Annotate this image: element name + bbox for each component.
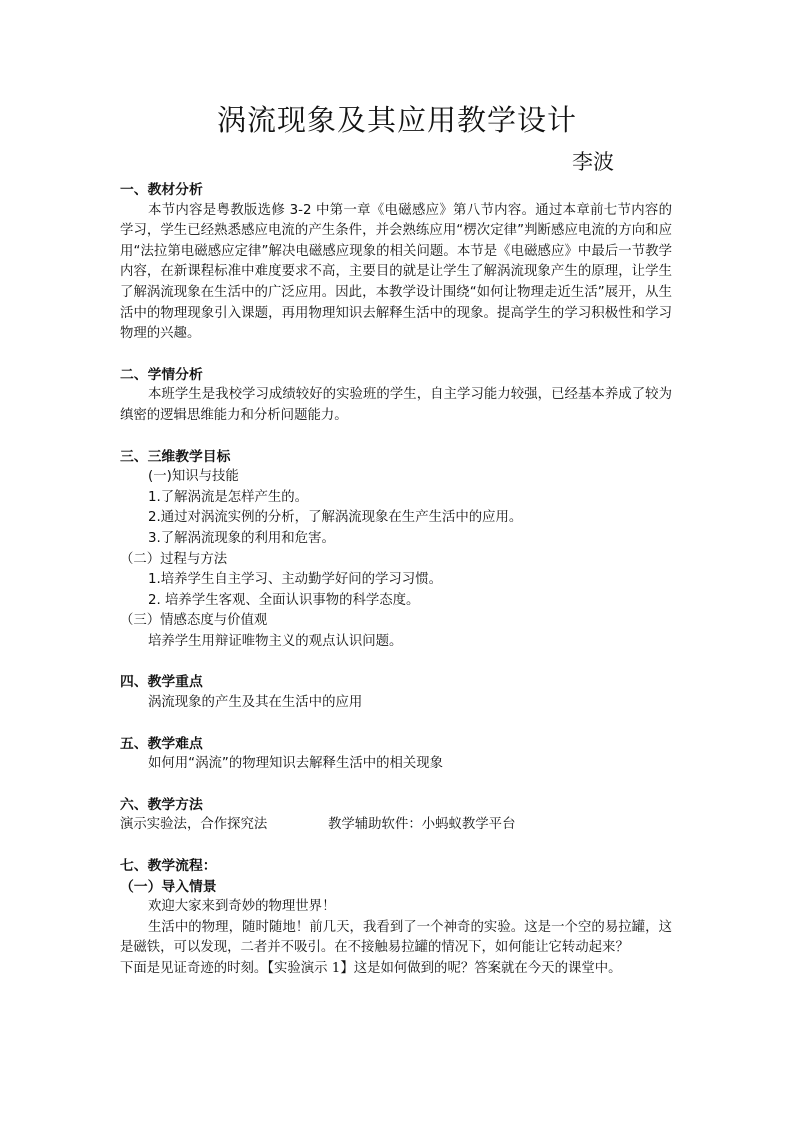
paragraph: 欢迎大家来到奇妙的物理世界！ [148,899,336,915]
method-text: 演示实验法，合作探究法 [120,817,268,833]
section-heading: 四、教学重点 [120,674,203,691]
list-item: 2.通过对涡流实例的分析，了解涡流现象在生产生活中的应用。 [148,510,523,526]
section-heading: 二、学情分析 [120,366,203,383]
paragraph-text: 下面是见证奇迹的时刻。 [120,961,268,976]
section-heading: 六、教学方法 [120,796,203,813]
paragraph [120,959,672,980]
list-item: 2. 培养学生客观、全面认识事物的科学态度。 [148,592,420,608]
list-item: 1.了解涡流是怎样产生的。 [148,489,309,505]
author-name: 李波 [572,150,614,174]
subheading: （三）情感态度与价值观 [120,613,268,629]
subheading: (一)知识与技能 [148,469,239,485]
list-item: 3.了解涡流现象的利用和危害。 [148,530,335,546]
paragraph: 本节内容是粤教版选修 3-2 中第一章《电磁感应》第八节内容。通过本章前七节内容的学习，学生已经熟悉感应电流的产生条件，并会熟练应用“楞次定律”判断感应电流的方向和应用“法拉第电磁感应定律”解决电磁感应现象的相关问题。本节是《电磁感应》中最后一节教学内容，在新课程标准中难度要求不高，主要目的就是让学生了解涡流现象产生的原理，让学生了解涡流现象在生活中的广泛应用。因此，本教学设计围绕“如何让物理走近生活”展开，从生活中的物理现象引入课题，再用物理知识去解释生活中的现象。提高学生的学习积极性和学习物理的兴趣。 [120,202,672,342]
subsection-heading: （一）导入情景 [120,878,217,895]
software-text: 教学辅助软件：小蚂蚁教学平台 [328,817,516,833]
subheading: （二）过程与方法 [120,551,228,567]
section-heading: 五、教学难点 [120,735,203,752]
paragraph: 如何用“涡流”的物理知识去解释生活中的相关现象 [148,756,444,772]
method-row [120,815,672,836]
section-heading: 七、教学流程： [120,858,217,875]
section-heading: 三、三维教学目标 [120,448,231,465]
document-body [120,180,672,980]
paragraph: 涡流现象的产生及其在生活中的应用 [148,695,363,711]
experiment-note: 【实验演示 1】这是如何做到的呢？答案就在今天的课堂中。 [267,961,622,976]
section-heading: 一、教材分析 [120,182,203,198]
document-title: 涡流现象及其应用教学设计 [216,103,577,137]
paragraph: 本班学生是我校学习成绩较好的实验班的学生，自主学习能力较强，已经基本养成了较为缜密的逻辑思维能力和分析问题能力。 [120,387,672,423]
paragraph: 生活中的物理，随时随地！前几天，我看到了一个神奇的实验。这是一个空的易拉罐，这是磁铁，可以发现，二者并不吸引。在不接触易拉罐的情况下，如何能让它转动起来？ [120,919,672,956]
list-item: 培养学生用辩证唯物主义的观点认识问题。 [148,633,403,649]
list-item: 1.培养学生自主学习、主动勤学好问的学习习惯。 [148,572,442,588]
